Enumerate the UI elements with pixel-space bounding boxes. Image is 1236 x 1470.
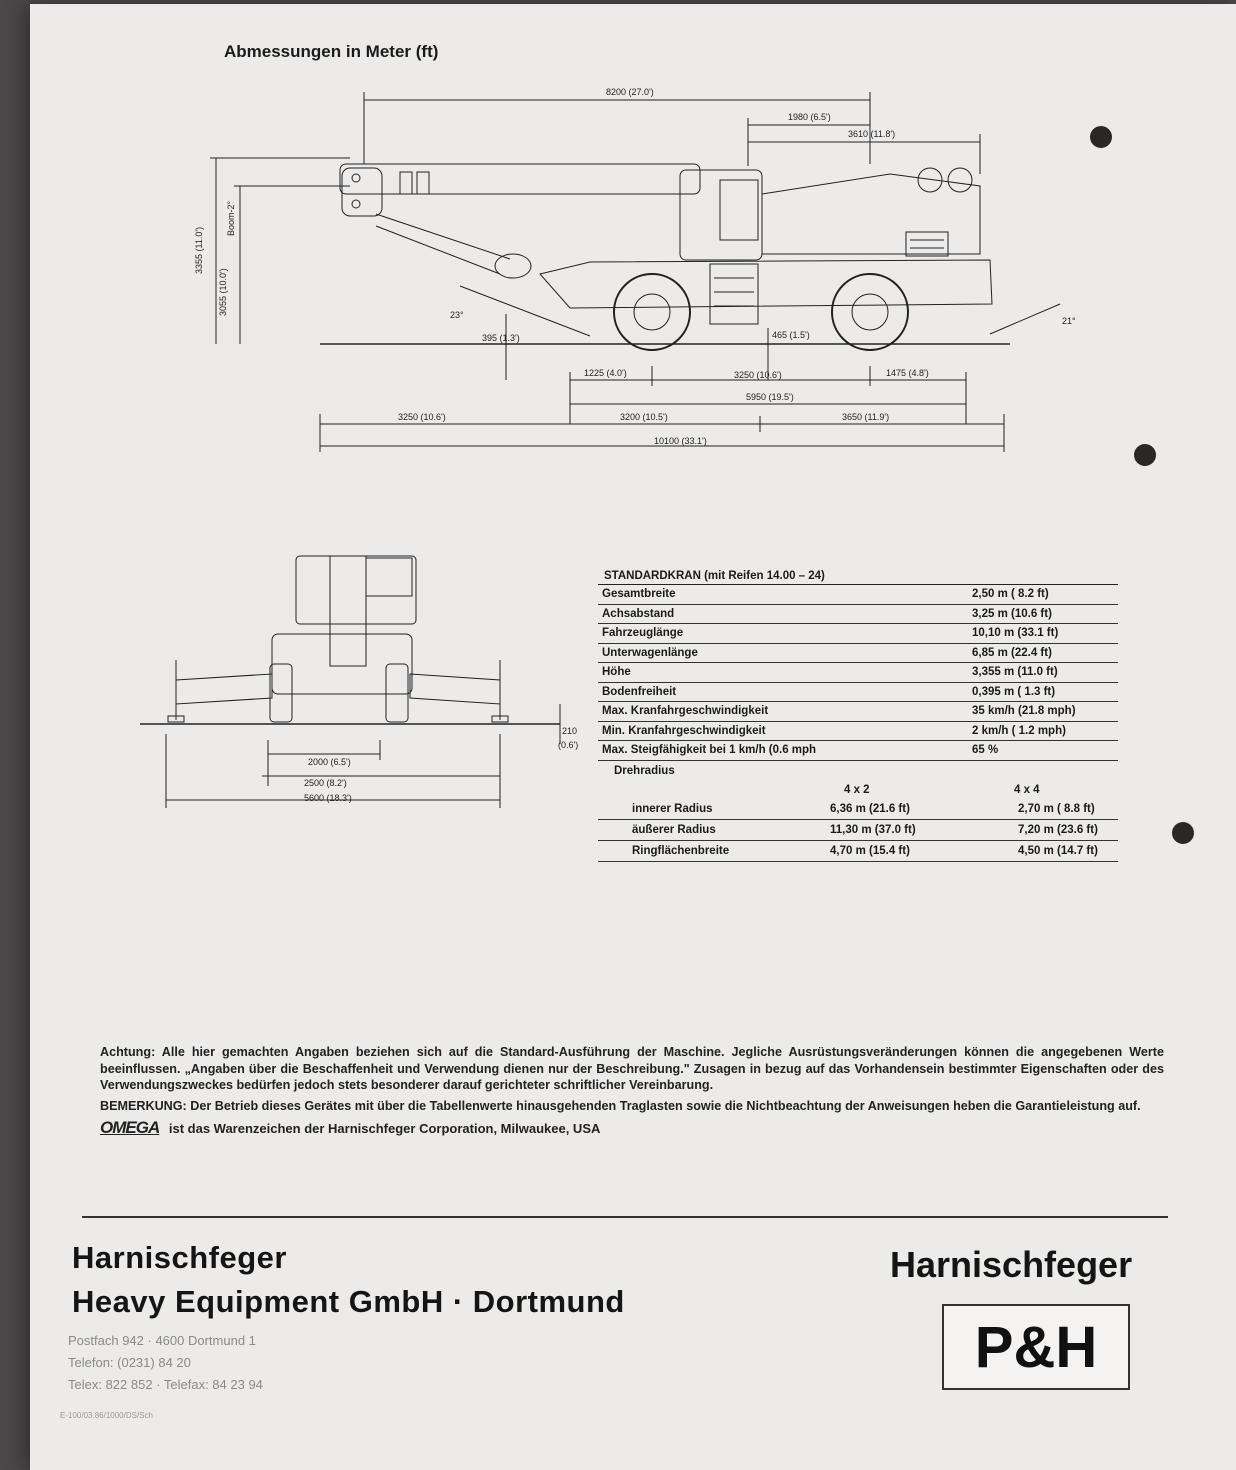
boom-angle-label: Boom-2°: [226, 200, 236, 236]
spec-value: 65 %: [972, 744, 999, 757]
dim-10100: 10100 (33.1'): [654, 436, 707, 446]
dim-2000: 2000 (6.5'): [308, 757, 351, 767]
spec-value: 3,25 m (10.6 ft): [972, 607, 1052, 620]
drehradius-4x4: 4,50 m (14.7 ft): [1018, 844, 1098, 857]
dim-8200: 8200 (27.0'): [606, 87, 654, 97]
drehradius-row: [598, 799, 1118, 820]
angle-front: 23°: [450, 310, 464, 320]
omega-logo: OMEGA: [100, 1118, 160, 1137]
spec-label: Min. Kranfahrgeschwindigkeit: [602, 724, 766, 737]
dim-3355: 3355 (11.0'): [194, 226, 204, 274]
spec-label: Max. Kranfahrgeschwindigkeit: [602, 705, 769, 718]
drehradius-label: Ringflächenbreite: [632, 844, 730, 857]
dim-5950: 5950 (19.5'): [746, 392, 794, 402]
telex-line: Telex: 822 852 · Telefax: 84 23 94: [68, 1377, 263, 1392]
angle-rear: 21°: [1062, 316, 1076, 326]
dim-210: 210: [562, 726, 578, 736]
bemerkung-paragraph: BEMERKUNG: Der Betrieb dieses Gerätes mit über die Tabellenwerte hinausgehenden Traglasten sowie die Nichtbeachtung der Anweisungen heben die Garantieleistung auf.: [100, 1098, 1141, 1113]
spec-row: [598, 644, 1118, 664]
punch-hole-2: [1134, 444, 1156, 466]
crane-front-view-diagram: [30, 4, 630, 824]
dim-5600: 5600 (18.3'): [304, 793, 352, 803]
spec-row: [598, 702, 1118, 722]
spec-label: Höhe: [602, 666, 631, 679]
spec-label: Bodenfreiheit: [602, 685, 677, 698]
dim-2500: 2500 (8.2'): [304, 778, 347, 788]
spec-value: 35 km/h (21.8 mph): [972, 705, 1076, 718]
dim-465: 465 (1.5'): [772, 330, 810, 340]
dim-3200: 3200 (10.5'): [620, 412, 668, 422]
drehradius-4x4: 7,20 m (23.6 ft): [1018, 823, 1098, 836]
dim-210-ft: (0.6'): [558, 740, 579, 750]
spec-row: [598, 741, 1118, 761]
drehradius-title: Drehradius: [614, 764, 675, 777]
drehradius-header: [598, 781, 1118, 799]
company-address: [68, 1330, 263, 1396]
page-title: Abmessungen in Meter (ft): [224, 42, 439, 61]
ph-logo-text: P&H: [974, 1314, 1098, 1380]
notes-section: [100, 1044, 1164, 1138]
punch-hole-1: [1090, 126, 1112, 148]
drehradius-col-4x2: 4 x 2: [844, 783, 870, 796]
drehradius-label: innerer Radius: [632, 802, 713, 815]
dim-1225: 1225 (4.0'): [584, 368, 627, 378]
company-name-line1: Harnischfeger: [72, 1240, 287, 1275]
ph-logo: [942, 1304, 1130, 1390]
spec-row: [598, 624, 1118, 644]
spec-table: [598, 570, 1118, 862]
drehradius-row: [598, 820, 1118, 841]
document-sheet: [30, 4, 1236, 1470]
dim-3055: 3055 (10.0'): [218, 268, 228, 316]
spec-value: 2 km/h ( 1.2 mph): [972, 724, 1066, 737]
drehradius-4x2: 11,30 m (37.0 ft): [830, 823, 916, 836]
print-code: E-100/03.86/1000/DS/Sch: [60, 1411, 153, 1420]
spec-value: 10,10 m (33.1 ft): [972, 627, 1059, 640]
spec-label: Unterwagenlänge: [602, 646, 698, 659]
dim-395: 395 (1.3'): [482, 333, 520, 343]
spec-row: [598, 683, 1118, 703]
spec-row: [598, 605, 1118, 625]
spec-value: 0,395 m ( 1.3 ft): [972, 685, 1056, 698]
omega-trademark-text: ist das Warenzeichen der Harnischfeger Corporation, Milwaukee, USA: [168, 1121, 601, 1136]
dim-3610: 3610 (11.8'): [848, 129, 896, 139]
dim-1980: 1980 (6.5'): [788, 112, 831, 122]
brand-name: Harnischfeger: [890, 1244, 1133, 1285]
spec-value: 3,355 m (11.0 ft): [972, 666, 1058, 679]
drehradius-4x4: 2,70 m ( 8.8 ft): [1018, 802, 1095, 815]
drehradius-col-4x4: 4 x 4: [1014, 783, 1040, 796]
spec-label: Gesamtbreite: [602, 588, 676, 601]
spec-label: Fahrzeuglänge: [602, 627, 684, 640]
spec-row: [598, 585, 1118, 605]
address-line: Postfach 942 · 4600 Dortmund 1: [68, 1333, 256, 1348]
drehradius-row: [598, 841, 1118, 862]
footer-divider: [82, 1216, 1168, 1218]
punch-hole-3: [1172, 822, 1194, 844]
spec-value: 6,85 m (22.4 ft): [972, 646, 1052, 659]
company-name-line2: Heavy Equipment GmbH · Dortmund: [72, 1284, 625, 1319]
spec-label: Achsabstand: [602, 607, 675, 620]
dim-1475: 1475 (4.8'): [886, 368, 929, 378]
dim-3650: 3650 (11.9'): [842, 412, 890, 422]
spec-heading: STANDARDKRAN (mit Reifen 14.00 – 24): [598, 570, 1118, 585]
spec-row: [598, 663, 1118, 683]
dim-3250-wheelbase: 3250 (10.6'): [734, 370, 782, 380]
spec-row: [598, 722, 1118, 742]
omega-trademark-line: [100, 1120, 1164, 1138]
drehradius-4x2: 4,70 m (15.4 ft): [830, 844, 910, 857]
achtung-paragraph: Achtung: Alle hier gemachten Angaben beziehen sich auf die Standard-Ausführung der Maschine. Jegliche Ausrüstungsveränderungen können die angegebenen Werte beeinflussen. „Angaben über die Beschaffenheit und Verwendung dienen nur der Beschreibung." Zusagen in bezug auf das Vorhandensein bestimmter Eigenschaften oder des Verwendungszweckes bedürfen jedoch stets besonderer darauf gerichteter schriftlicher Vereinbarung.: [100, 1045, 1164, 1092]
phone-line: Telefon: (0231) 84 20: [68, 1355, 191, 1370]
drehradius-label: äußerer Radius: [632, 823, 716, 836]
spec-value: 2,50 m ( 8.2 ft): [972, 588, 1049, 601]
spec-label: Max. Steigfähigkeit bei 1 km/h (0.6 mph: [602, 744, 817, 757]
drehradius-4x2: 6,36 m (21.6 ft): [830, 802, 910, 815]
dim-3250-front: 3250 (10.6'): [398, 412, 446, 422]
